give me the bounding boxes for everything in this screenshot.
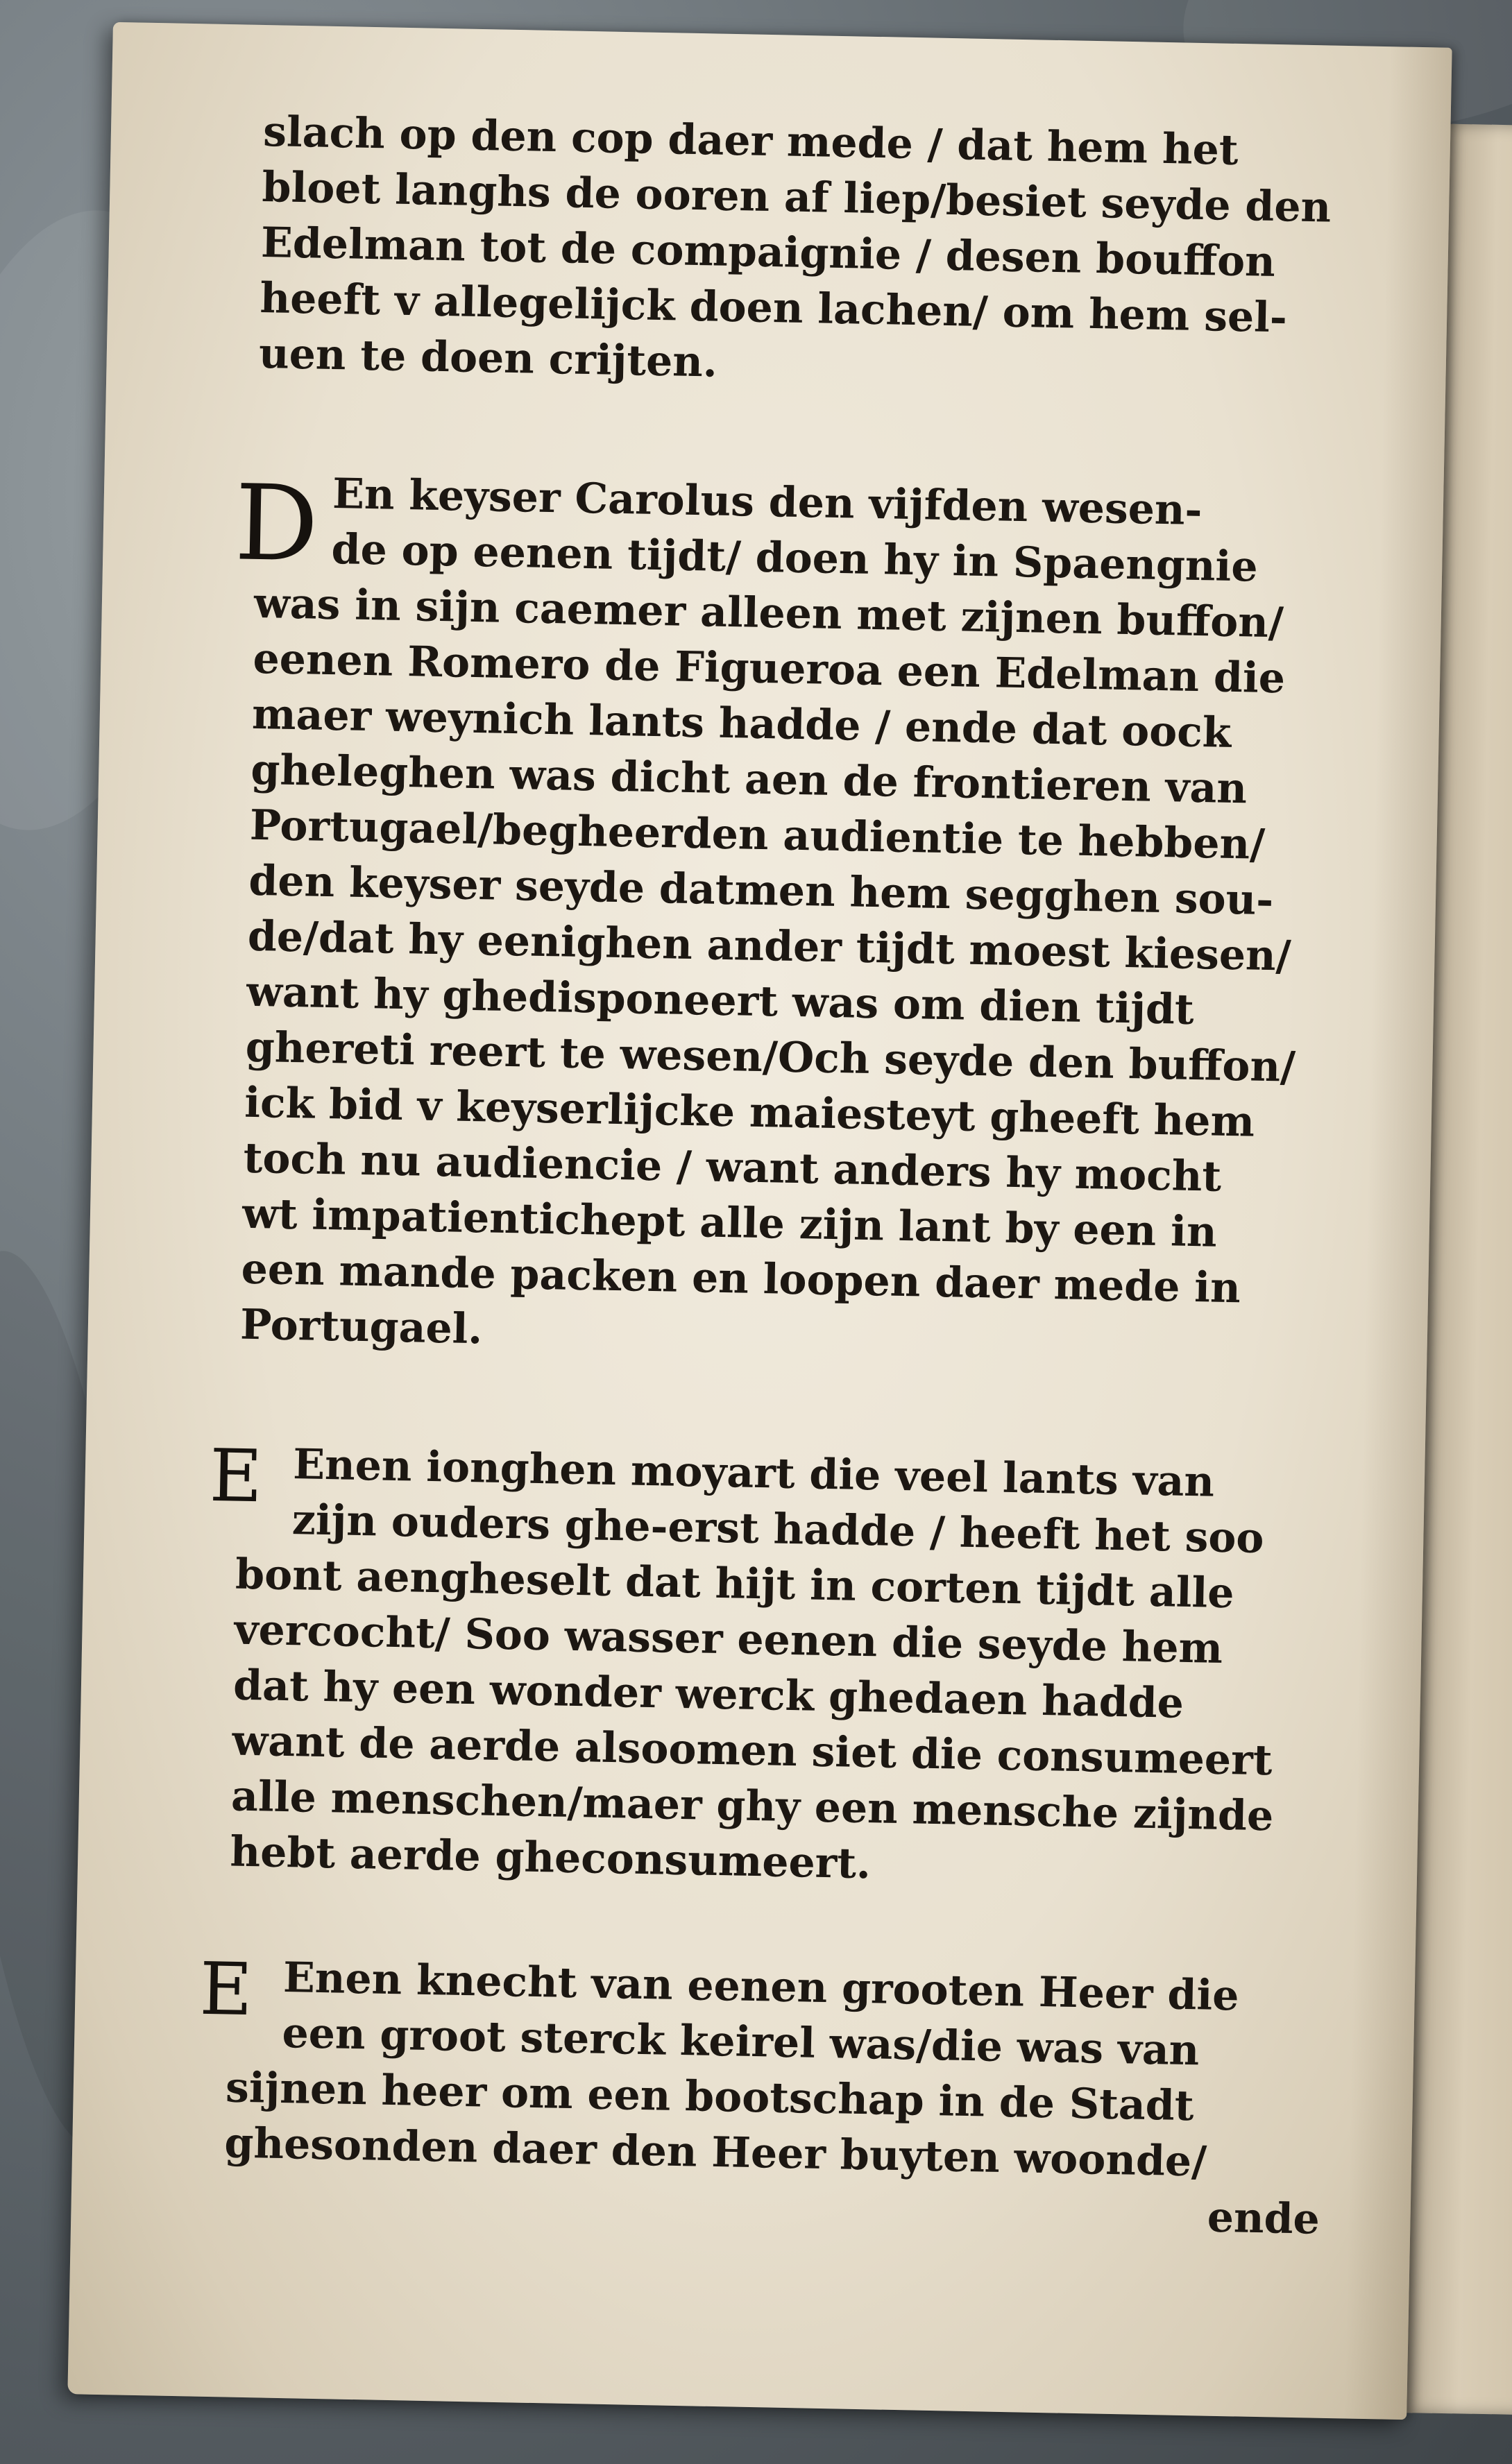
- initial-letter: E: [198, 1946, 253, 2033]
- text-line: de/dat hy eenighen ander tijdt moest kiesen/: [247, 912, 1292, 981]
- text-line: bloet langhs de ooren af liep/besiet seyde den: [262, 162, 1332, 232]
- text-line: ghereti reert te wesen/Och seyde den buffon/: [245, 1023, 1296, 1092]
- text-line: zijn ouders ghe-erst hadde / heeft het soo: [291, 1496, 1265, 1564]
- text-line: de op eenen tijdt/ doen hy in Spaengnie: [331, 525, 1259, 592]
- paragraph-2: [233, 463, 1352, 1374]
- text-line: dat hy een wonder werck ghedaen hadde: [232, 1661, 1184, 1728]
- initial-letter: E: [208, 1432, 264, 1519]
- paragraph-1: [258, 104, 1359, 402]
- text-line: Enen knecht van eenen grooten Heer die: [282, 1953, 1240, 2021]
- drop-cap-initial: D: [233, 463, 320, 585]
- text-line: een groot sterck keirel was/die was van: [281, 2009, 1200, 2076]
- text-line: En keyser Carolus den vijfden wesen-: [332, 470, 1203, 536]
- text-line: slach op den cop daer mede / dat hem het: [262, 107, 1239, 175]
- text-line: Portugael/begheerden audientie te hebben/: [249, 801, 1266, 869]
- text-line: Enen ionghen moyart die veel lants van: [292, 1440, 1215, 1507]
- paragraph-3: [208, 1432, 1334, 1901]
- text-line: want de aerde alsoomen siet die consumeert: [232, 1716, 1273, 1786]
- text-line: hebt aerde gheconsumeert.: [229, 1827, 872, 1889]
- text-line: vercocht/ Soo wasser eenen die seyde hem: [234, 1605, 1223, 1673]
- text-line: toch nu audiencie / want anders hy mocht: [243, 1133, 1222, 1201]
- text-line: ghesonden daer den Heer buyten woonde/: [223, 2119, 1207, 2187]
- text-line: den keyser seyde datmen hem segghen sou-: [248, 856, 1274, 925]
- text-line: sijnen heer om een bootschap in de Stadt: [225, 2063, 1195, 2131]
- text-line: ick bid v keyserlijcke maiesteyt gheeft hem: [244, 1078, 1255, 1147]
- text-line: Portugael.: [239, 1300, 483, 1354]
- text-line: wt impatientichept alle zijn lant by een in: [241, 1189, 1218, 1257]
- text-line: want hy ghedisponeert was om dien tijdt: [246, 967, 1195, 1034]
- text-line: eenen Romero de Figueroa een Edelman die: [252, 634, 1286, 703]
- page-text: [198, 104, 1359, 2248]
- paragraph-4: [198, 1946, 1324, 2248]
- text-line: uen te doen crijten.: [258, 329, 718, 387]
- text-line: maer weynich lants hadde / ende dat oock: [251, 690, 1232, 758]
- text-line: gheleghen was dicht aen de frontieren van: [250, 745, 1248, 814]
- catchword: ende: [1207, 2193, 1320, 2244]
- text-line: heeft v allegelijck doen lachen/ om hem sel-: [259, 273, 1288, 343]
- text-line: bont aengheselt dat hijt in corten tijdt alle: [235, 1550, 1235, 1618]
- text-line: was in sijn caemer alleen met zijnen buffon/: [253, 579, 1284, 648]
- text-line: een mande packen en loopen daer mede in: [241, 1244, 1241, 1313]
- text-line: alle menschen/maer ghy een mensche zijnde: [230, 1772, 1274, 1841]
- text-line: Edelman tot de compaignie / desen bouffon: [260, 218, 1276, 287]
